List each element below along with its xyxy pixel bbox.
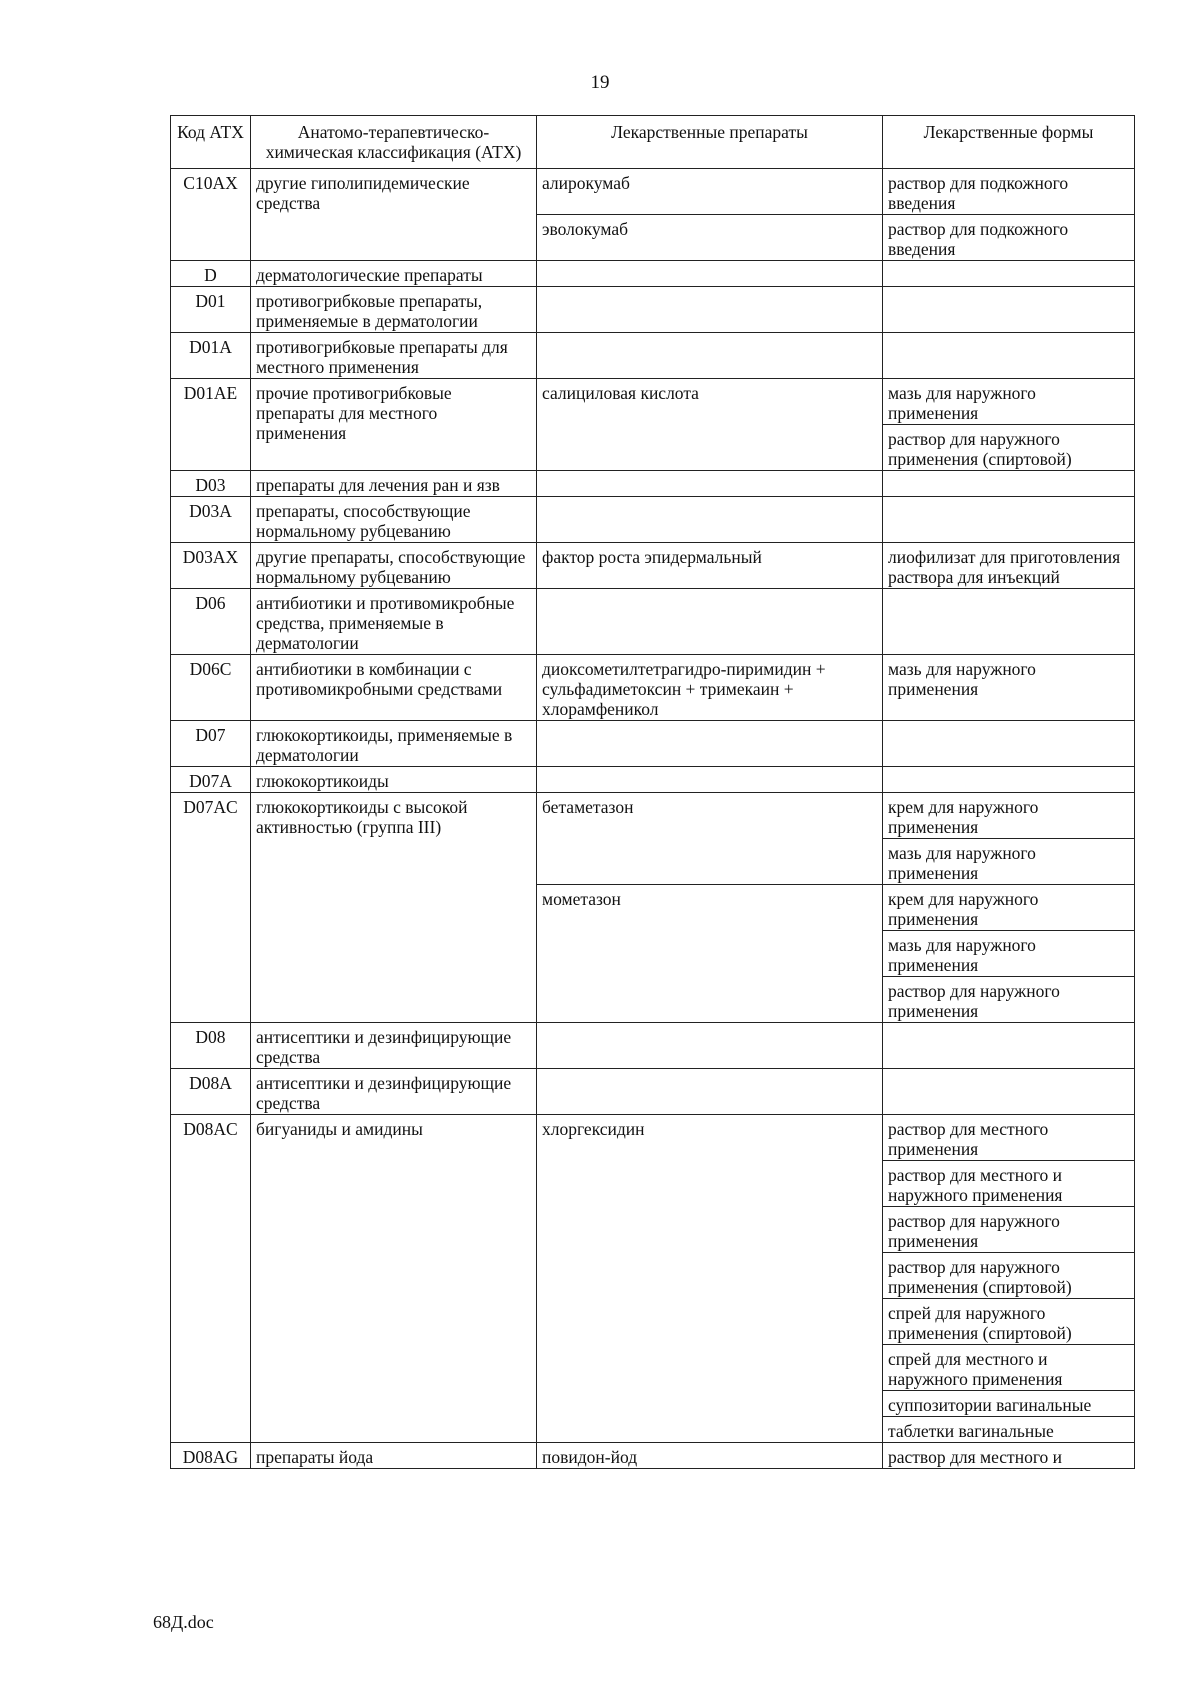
drug-name: салициловая кислота <box>537 379 883 471</box>
atx-code: C10AX <box>171 169 251 261</box>
dosage-form: мазь для наружного применения <box>883 379 1135 425</box>
drug-name <box>537 1069 883 1115</box>
atx-code: D07 <box>171 721 251 767</box>
header-code: Код АТХ <box>171 116 251 169</box>
atx-group-name: глюкокортикоиды с высокой активностью (группа III) <box>251 793 537 1023</box>
table-row <box>171 261 1135 287</box>
drug-name: алирокумаб <box>537 169 883 215</box>
atx-group-name: антисептики и дезинфицирующие средства <box>251 1023 537 1069</box>
atx-code: D08AG <box>171 1443 251 1469</box>
dosage-form: мазь для наружного применения <box>883 839 1135 885</box>
dosage-form <box>883 333 1135 379</box>
dosage-form: спрей для наружного применения (спиртовой) <box>883 1299 1135 1345</box>
atx-code: D03 <box>171 471 251 497</box>
table-row <box>171 767 1135 793</box>
atx-group-name: антибиотики в комбинации с противомикробными средствами <box>251 655 537 721</box>
atx-code: D06C <box>171 655 251 721</box>
drug-name: фактор роста эпидермальный <box>537 543 883 589</box>
atx-code: D07A <box>171 767 251 793</box>
table-row <box>171 333 1135 379</box>
dosage-form: крем для наружного применения <box>883 793 1135 839</box>
atx-code: D06 <box>171 589 251 655</box>
header-drugs: Лекарственные препараты <box>537 116 883 169</box>
atx-group-name: дерматологические препараты <box>251 261 537 287</box>
drug-name <box>537 767 883 793</box>
dosage-form: раствор для наружного применения (спиртовой) <box>883 1253 1135 1299</box>
drug-name: мометазон <box>537 885 883 1023</box>
table-row <box>171 589 1135 655</box>
header-forms: Лекарственные формы <box>883 116 1135 169</box>
drug-name <box>537 261 883 287</box>
atx-group-name: другие препараты, способствующие нормальному рубцеванию <box>251 543 537 589</box>
dosage-form <box>883 471 1135 497</box>
atx-classification-table <box>170 115 1135 1469</box>
table-row <box>171 793 1135 839</box>
atx-group-name: глюкокортикоиды <box>251 767 537 793</box>
dosage-form <box>883 1023 1135 1069</box>
table-row <box>171 169 1135 215</box>
drug-name <box>537 471 883 497</box>
dosage-form: мазь для наружного применения <box>883 931 1135 977</box>
atx-code: D03AX <box>171 543 251 589</box>
atx-group-name: препараты для лечения ран и язв <box>251 471 537 497</box>
header-classification: Анатомо-терапевтическо-химическая классификация (АТХ) <box>251 116 537 169</box>
atx-code: D08 <box>171 1023 251 1069</box>
drug-name <box>537 333 883 379</box>
table-row <box>171 287 1135 333</box>
table-row <box>171 497 1135 543</box>
table-row <box>171 379 1135 425</box>
dosage-form: раствор для местного и <box>883 1443 1135 1469</box>
table-row <box>171 1023 1135 1069</box>
dosage-form: раствор для наружного применения <box>883 977 1135 1023</box>
dosage-form: таблетки вагинальные <box>883 1417 1135 1443</box>
table-row <box>171 1443 1135 1469</box>
page-number: 19 <box>590 72 610 93</box>
drug-name <box>537 1023 883 1069</box>
atx-code: D <box>171 261 251 287</box>
atx-code: D08AC <box>171 1115 251 1443</box>
atx-code: D07AC <box>171 793 251 1023</box>
atx-code: D01A <box>171 333 251 379</box>
dosage-form: раствор для местного и наружного применения <box>883 1161 1135 1207</box>
table-row <box>171 1115 1135 1161</box>
dosage-form <box>883 1069 1135 1115</box>
drug-name <box>537 589 883 655</box>
dosage-form <box>883 767 1135 793</box>
drug-name <box>537 287 883 333</box>
atx-code: D01AE <box>171 379 251 471</box>
table-header <box>171 116 1135 169</box>
table-row <box>171 721 1135 767</box>
dosage-form: крем для наружного применения <box>883 885 1135 931</box>
atx-group-name: бигуаниды и амидины <box>251 1115 537 1443</box>
dosage-form <box>883 287 1135 333</box>
drug-name <box>537 497 883 543</box>
dosage-form: мазь для наружного применения <box>883 655 1135 721</box>
drug-name: повидон-йод <box>537 1443 883 1469</box>
atx-group-name: антисептики и дезинфицирующие средства <box>251 1069 537 1115</box>
atx-group-name: глюкокортикоиды, применяемые в дерматологии <box>251 721 537 767</box>
dosage-form: раствор для подкожного введения <box>883 169 1135 215</box>
atx-code: D01 <box>171 287 251 333</box>
dosage-form: спрей для местного и наружного применения <box>883 1345 1135 1391</box>
dosage-form: лиофилизат для приготовления раствора для инъекций <box>883 543 1135 589</box>
atx-code: D08A <box>171 1069 251 1115</box>
drug-name <box>537 721 883 767</box>
atx-group-name: антибиотики и противомикробные средства, применяемые в дерматологии <box>251 589 537 655</box>
dosage-form <box>883 261 1135 287</box>
dosage-form: раствор для наружного применения <box>883 1207 1135 1253</box>
table-row <box>171 655 1135 721</box>
dosage-form: суппозитории вагинальные <box>883 1391 1135 1417</box>
atx-group-name: другие гиполипидемические средства <box>251 169 537 261</box>
atx-group-name: противогрибковые препараты для местного применения <box>251 333 537 379</box>
atx-group-name: препараты, способствующие нормальному рубцеванию <box>251 497 537 543</box>
footer-filename: 68Д.doc <box>153 1612 214 1632</box>
atx-group-name: противогрибковые препараты, применяемые в дерматологии <box>251 287 537 333</box>
table-row <box>171 1069 1135 1115</box>
atx-group-name: прочие противогрибковые препараты для местного применения <box>251 379 537 471</box>
atx-code: D03A <box>171 497 251 543</box>
table-row <box>171 543 1135 589</box>
table-body <box>171 169 1135 1469</box>
table-row <box>171 471 1135 497</box>
dosage-form <box>883 721 1135 767</box>
dosage-form <box>883 589 1135 655</box>
atx-group-name: препараты йода <box>251 1443 537 1469</box>
dosage-form: раствор для местного применения <box>883 1115 1135 1161</box>
drug-name: эволокумаб <box>537 215 883 261</box>
drug-name: хлоргексидин <box>537 1115 883 1443</box>
drug-name: диоксометилтетрагидро-пиримидин + сульфадиметоксин + тримекаин + хлорамфеникол <box>537 655 883 721</box>
drug-name: бетаметазон <box>537 793 883 885</box>
dosage-form <box>883 497 1135 543</box>
header-row <box>171 116 1135 169</box>
dosage-form: раствор для подкожного введения <box>883 215 1135 261</box>
dosage-form: раствор для наружного применения (спиртовой) <box>883 425 1135 471</box>
